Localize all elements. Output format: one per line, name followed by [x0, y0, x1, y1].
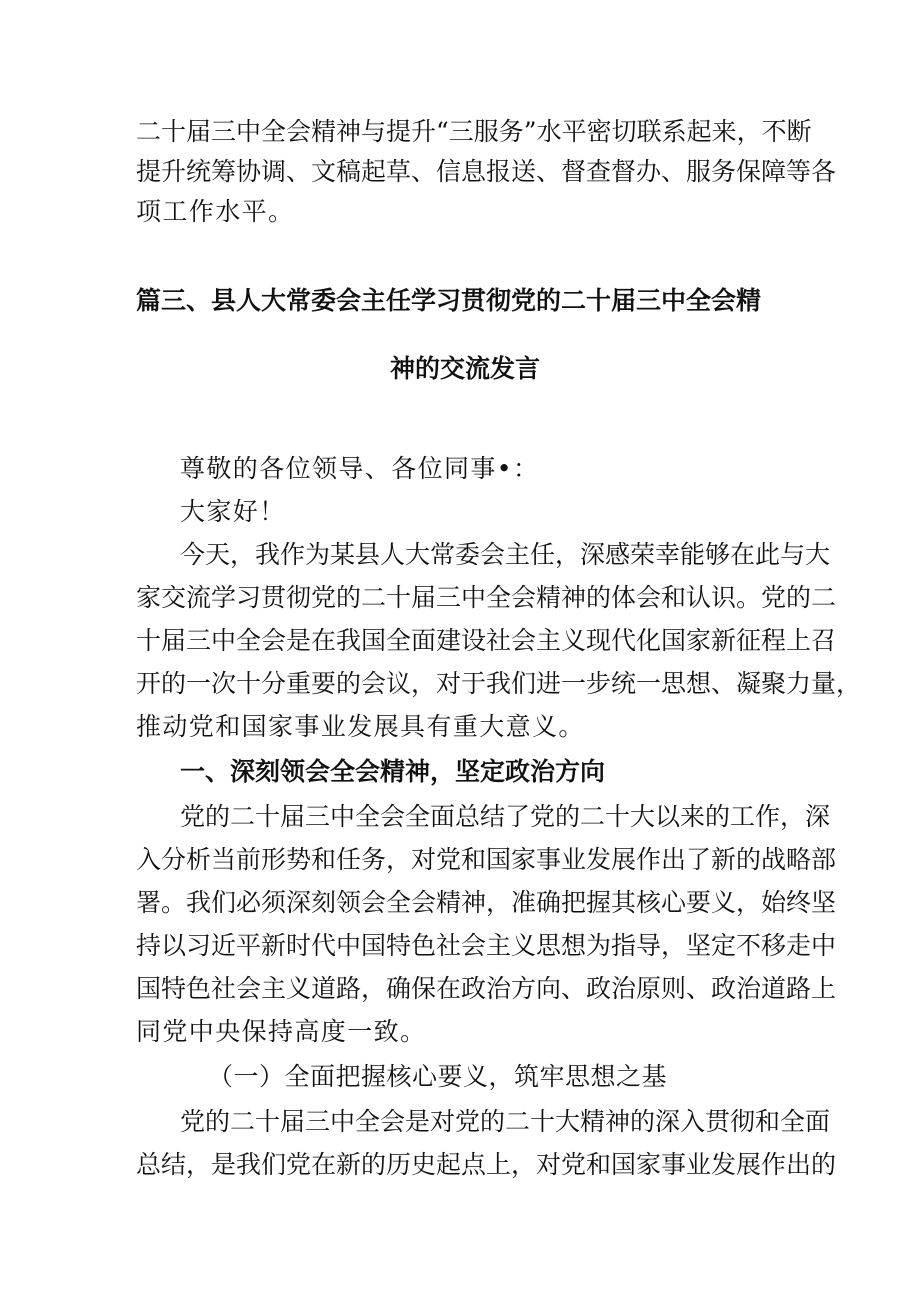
intro-line-3: 项工作水平。 — [136, 197, 295, 226]
para2-line-6: 同党中央保持高度一致。 — [136, 1017, 427, 1046]
para2-line-1: 党的二十届三中全会全面总结了党的二十大以来的工作，深 — [180, 802, 831, 831]
para2-line-5: 国特色社会主义道路，确保在政治方向、政治原则、政治道路上 — [136, 974, 837, 1003]
title-line-2: 神的交流发言 — [390, 354, 541, 383]
greeting: 尊敬的各位领导、各位同事•： — [180, 454, 540, 483]
section-heading-1: 一、深刻领会全会精神，坚定政治方向 — [180, 757, 606, 786]
subheading-1: （一）全面把握核心要义，筑牢思想之基 — [208, 1062, 668, 1091]
para1-line-4: 开的一次十分重要的会议，对于我们进一步统一思想、凝聚力量， — [136, 669, 862, 698]
para1-line-1: 今天，我作为某县人大常委会主任，深感荣幸能够在此与大 — [180, 540, 831, 569]
title-line-1: 篇三、县人大常委会主任学习贯彻党的二十届三中全会精 — [136, 286, 762, 315]
para1-line-2: 家交流学习贯彻党的二十届三中全会精神的体会和认识。党的二 — [136, 583, 837, 612]
intro-line-1: 二十届三中全会精神与提升“三服务”水平密切联系起来，不断 — [136, 117, 812, 146]
intro-line-2: 提升统筹协调、文稿起草、信息报送、督查督办、服务保障等各 — [136, 157, 837, 186]
para3-line-2: 总结，是我们党在新的历史起点上，对党和国家事业发展作出的 — [136, 1150, 837, 1179]
para1-line-5: 推动党和国家事业发展具有重大意义。 — [136, 712, 585, 741]
para2-line-3: 署。我们必须深刻领会全会精神，准确把握其核心要义，始终坚 — [136, 888, 837, 917]
para3-line-1: 党的二十届三中全会是对党的二十大精神的深入贯彻和全面 — [180, 1107, 831, 1136]
para1-line-3: 十届三中全会是在我国全面建设社会主义现代化国家新征程上召 — [136, 626, 837, 655]
para2-line-2: 入分析当前形势和任务，对党和国家事业发展作出了新的战略部 — [136, 845, 837, 874]
hello: 大家好！ — [180, 497, 286, 526]
para2-line-4: 持以习近平新时代中国特色社会主义思想为指导，坚定不移走中 — [136, 931, 837, 960]
